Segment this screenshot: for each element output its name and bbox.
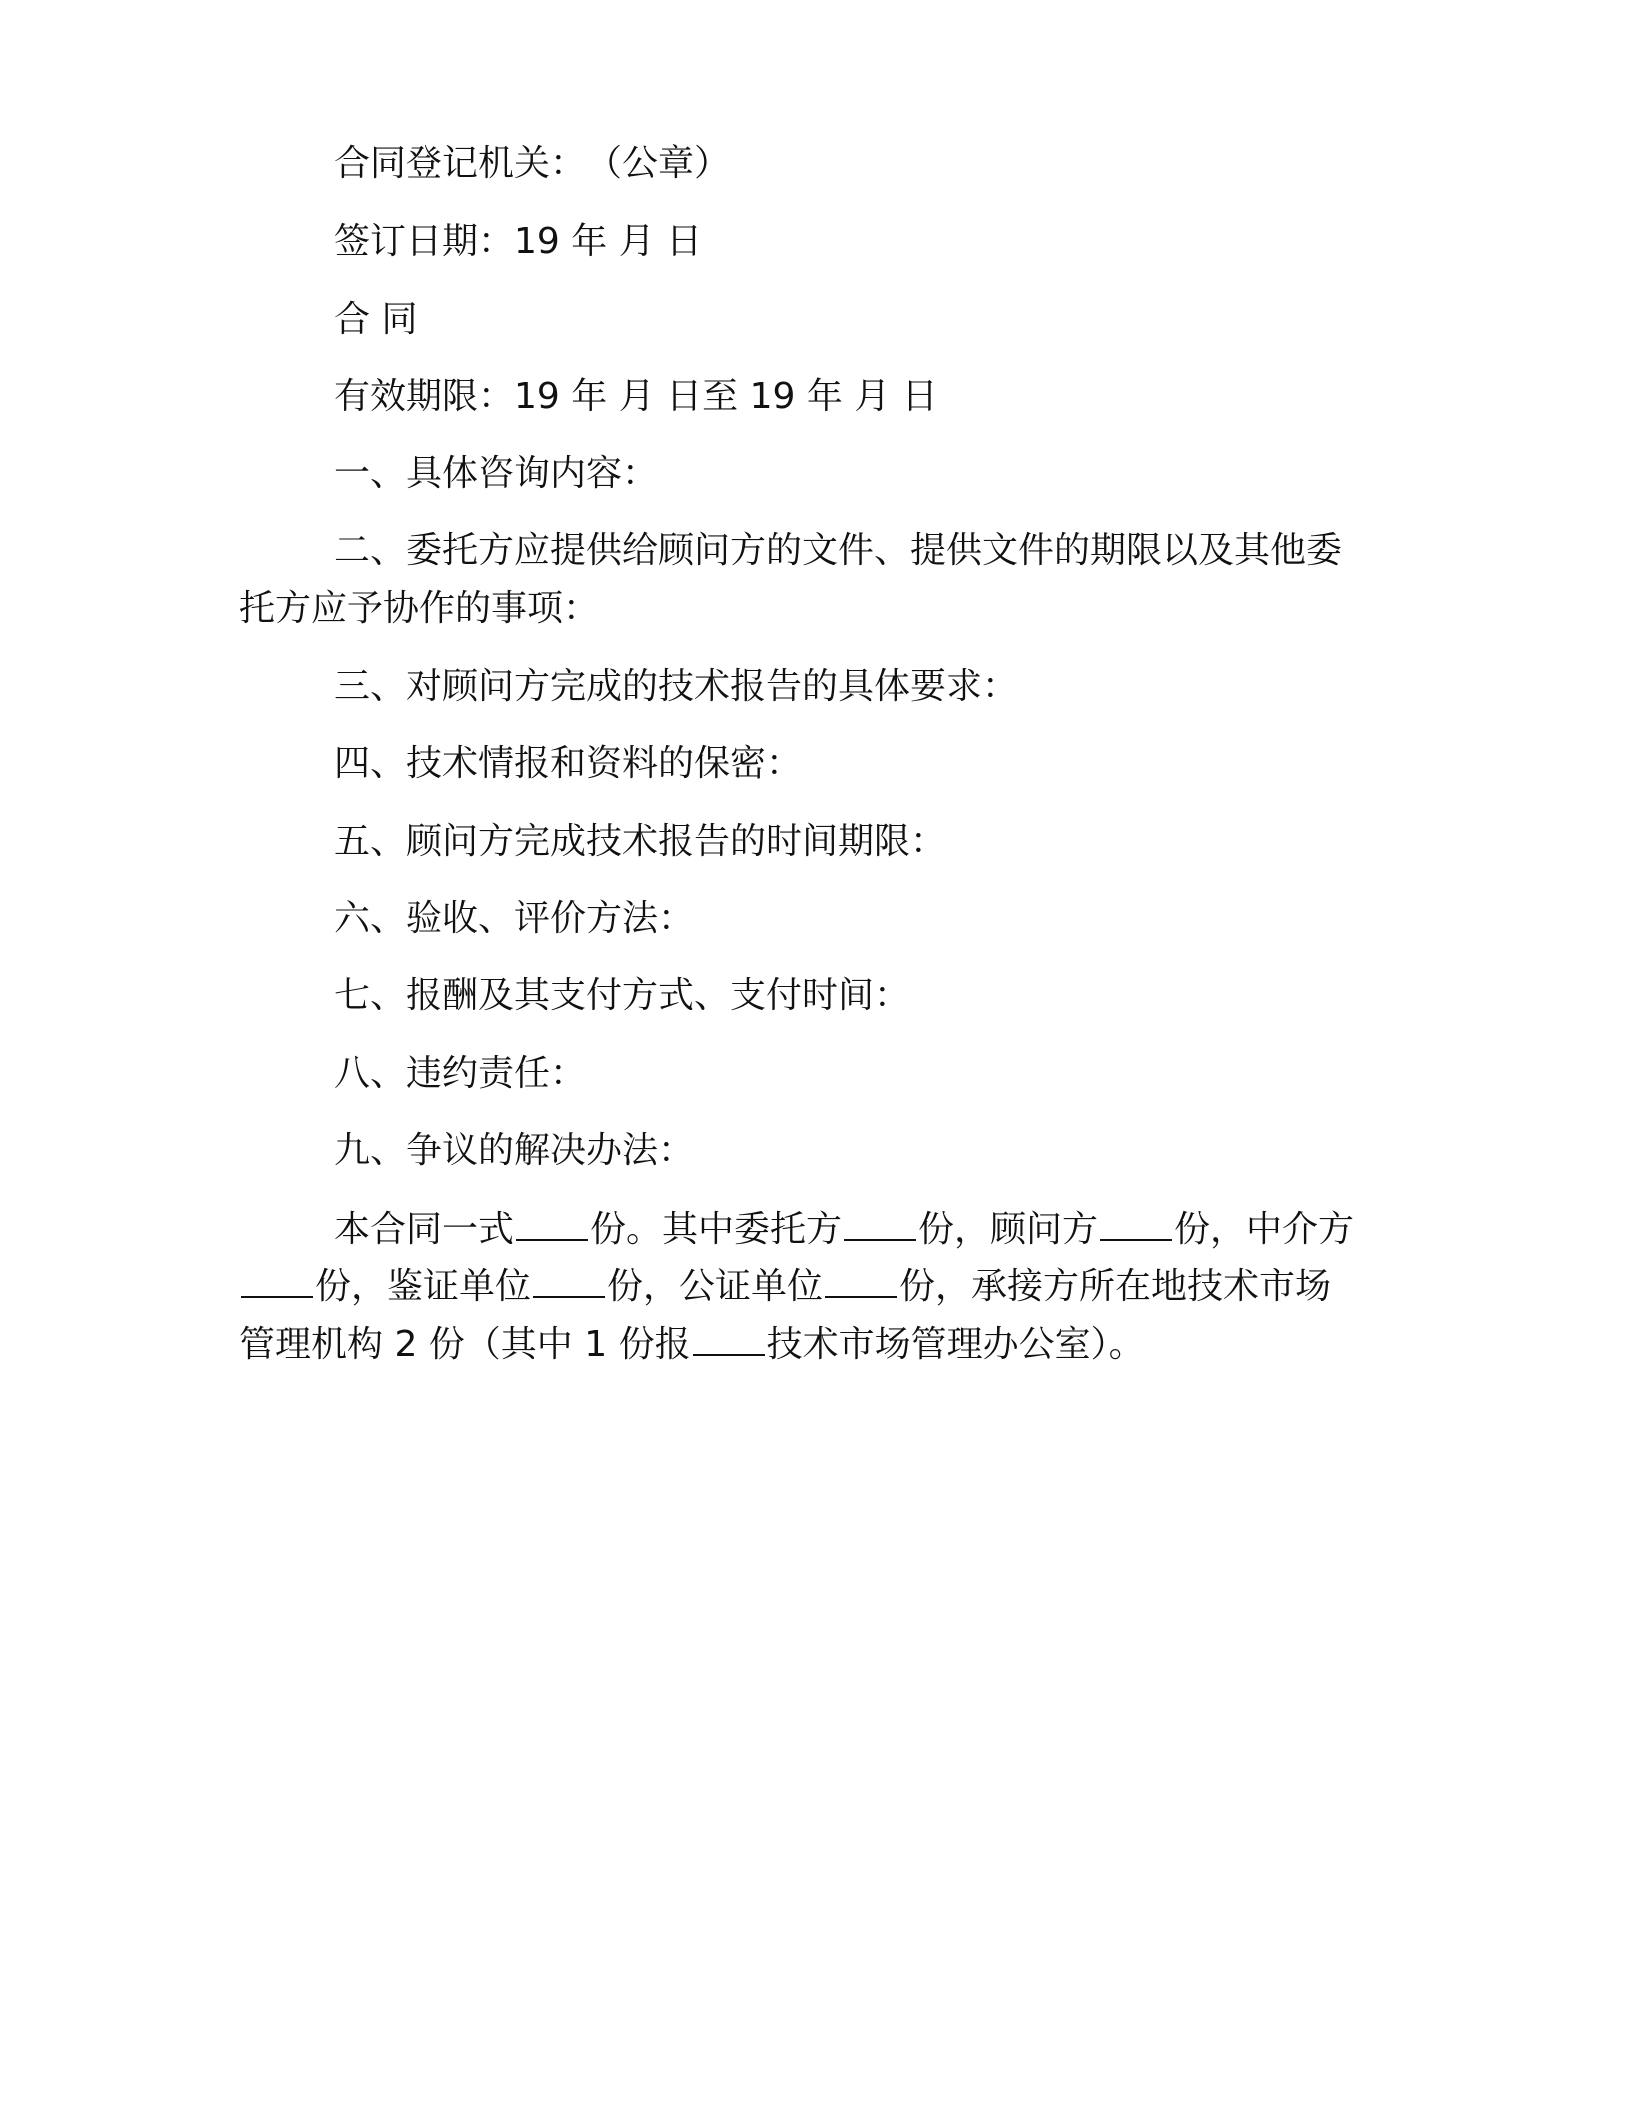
item-4-confidentiality: 四、技术情报和资料的保密： — [334, 743, 803, 784]
fill-in-blank — [1100, 1205, 1172, 1241]
fill-in-blank — [825, 1262, 897, 1298]
item-2-line-2: 托方应予协作的事项： — [239, 588, 600, 629]
copies-text: 份，顾问方 — [918, 1209, 1099, 1250]
contract-label: 合 同 — [334, 299, 418, 340]
copies-clause-line-1 — [334, 1205, 1354, 1254]
fill-in-blank — [516, 1205, 588, 1241]
item-6-acceptance-method: 六、验收、评价方法： — [334, 898, 695, 939]
item-8-liability: 八、违约责任： — [334, 1053, 587, 1094]
signing-date-line: 签订日期：19 年 月 日 — [334, 221, 703, 262]
copies-text: 本合同一式 — [334, 1209, 515, 1250]
copies-text: 技术市场管理办公室）。 — [766, 1324, 1145, 1365]
fill-in-blank — [533, 1262, 605, 1298]
copies-text: 份，公证单位 — [607, 1266, 824, 1307]
item-5-time-limit: 五、顾问方完成技术报告的时间期限： — [334, 821, 947, 862]
registration-authority-line: 合同登记机关： （公章） — [334, 143, 731, 184]
copies-clause-line-3 — [239, 1320, 1145, 1369]
copies-text: 管理机构 2 份（其中 1 份报 — [239, 1324, 691, 1365]
copies-clause-line-2 — [239, 1262, 1331, 1311]
item-3-report-requirements: 三、对顾问方完成的技术报告的具体要求： — [334, 666, 1019, 707]
item-7-payment: 七、报酬及其支付方式、支付时间： — [334, 975, 911, 1016]
item-1-consulting-content: 一、具体咨询内容： — [334, 453, 659, 494]
fill-in-blank — [693, 1320, 765, 1356]
copies-text: 份，承接方所在地技术市场 — [899, 1266, 1332, 1307]
copies-text: 份。其中委托方 — [590, 1209, 843, 1250]
item-9-dispute-resolution: 九、争议的解决办法： — [334, 1130, 695, 1171]
validity-period-line: 有效期限：19 年 月 日至 19 年 月 日 — [334, 376, 938, 417]
fill-in-blank — [844, 1205, 916, 1241]
copies-text: 份，中介方 — [1174, 1209, 1355, 1250]
item-2-line-1: 二、委托方应提供给顾问方的文件、提供文件的期限以及其他委 — [334, 530, 1343, 571]
copies-text: 份，鉴证单位 — [315, 1266, 532, 1307]
fill-in-blank — [241, 1262, 313, 1298]
